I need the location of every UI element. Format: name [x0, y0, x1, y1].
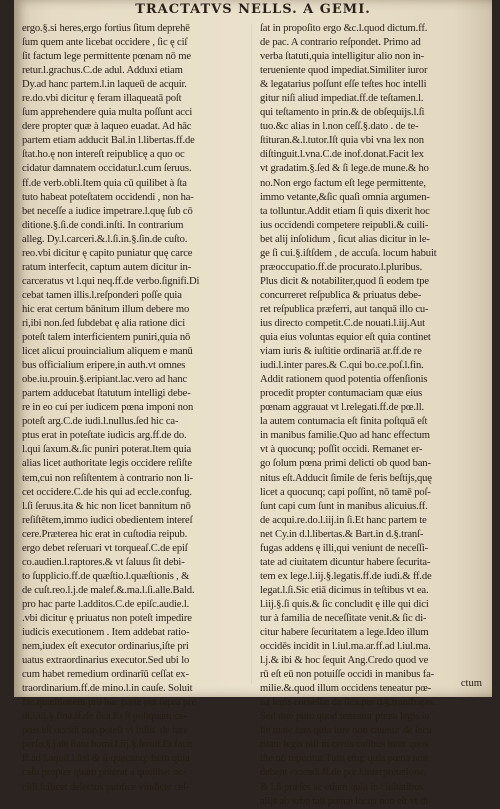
text-line: ergo.§.si heres,ergo fortius ſitum deprehē — [22, 23, 190, 34]
text-line: bus officialium eripere,in auth.vt omnes — [22, 360, 186, 372]
text-line: viam iuris & iuſtitie ordinariā ar.ff.de re — [260, 346, 422, 358]
text-line: ge ſi cui.§.iſtſdem , de accuſa. locum habuit — [260, 247, 437, 259]
text-line: verba ſtatuti,quia intelligitur alio non in- — [260, 51, 425, 63]
text-line: immo vetante,&ſic quaſi omnia argumen- — [260, 191, 430, 203]
text-line: l.iij.§.ſi quis.& ſic concludit ę ille qui dici — [260, 598, 429, 610]
text-line: ptus eſt occidi non poteſt vt inſtit. de iure — [22, 725, 188, 737]
text-line: iſte nō reperitur.Tum eſtq; quia pœna non — [260, 753, 428, 765]
text-line: occidēs incidit in l.iul.ma.ar.ff.ad l.iul.ma. — [260, 641, 431, 653]
text-line: obe.iu.prouin.§.eripiant.lac.vero ad hanc — [22, 374, 188, 386]
text-line: Dy.ad hanc partem.l.in laqueū de acquir. — [22, 79, 187, 91]
text-line: tem,cui non reſiſtentem à contrario non li- — [22, 472, 193, 484]
text-line: ſunt capi cum ſunt in manibus alicuius.ff. — [260, 500, 428, 512]
text-line: dere propter quæ à laqueo euadat. Ad hāc — [22, 121, 192, 133]
text-line: alijs ab vrbe tali pœnæ locus non eſt vt di- — [260, 795, 432, 807]
text-line: legat.l.ſi.Sic etiā dicimus in teſtibus vt ea. — [260, 584, 429, 596]
text-line: re in eo cui per iudicem pœna imponi non — [22, 402, 194, 414]
text-line: cum habet remedium ordinarīū ceſſat ex- — [22, 669, 189, 681]
text-line: ius occidendi competere reipubli.& cuili- — [260, 219, 429, 231]
text-line: debent extendi.ff.de pœ.l.interpretatione. — [260, 767, 427, 779]
text-line: vt gradatim.§.ſed & ſi lege.de mune.& ho — [260, 163, 429, 175]
text-line: nem,iudex eſt executor ordinarius,iſte pri — [22, 641, 189, 653]
text-line: licet a quocunq; capi poſſint, nō tamē poſ- — [260, 486, 431, 498]
text-line: perſo.§.j.de ſtatu homi.l.iij.§.ſeruiſ.Et facit — [22, 739, 193, 751]
text-line: ri,ibi non.ſed ſubdebat ę alia ratione dici — [22, 317, 185, 329]
text-line: Iac.quæſtionem pro hac parte per ſupra pre — [22, 697, 197, 709]
text-line: no.Non ergo factum eſt lege permittente, — [260, 177, 426, 189]
text-line: ſtat.ho.ę non intereſt reipublicę a quo oc — [22, 149, 185, 161]
text-line: traordinarium.ff.de mino.l.in cauſe. Soluit — [22, 683, 193, 695]
text-line: terueniente quod impediat.Similiter iuror — [260, 65, 428, 77]
text-line: net Cy.in d.l.libertas.& Bart.in d.§.tranſ- — [260, 528, 424, 540]
text-line: de acqui.re.do.l.iij.in ſi.Et hanc partem te — [260, 514, 427, 526]
text-line: gitur niſi aliud impediat.ff.de teſtamen.l. — [260, 93, 424, 105]
column-gutter — [251, 24, 252, 684]
text-line: ret reſpublica præferri, aut tanquā illo cu- — [260, 303, 429, 315]
running-title: TRACTATVS NELLS. A GEMI. — [135, 2, 371, 17]
text-line: caſu propter quam poterat a quolibet oc- — [22, 767, 187, 779]
text-line: ſit factum lege permittente pœnam nō me — [22, 51, 191, 63]
text-line: citur habere ſecuritatem a lege.Ideo illum — [260, 627, 429, 639]
text-line: tem ex lege.l.iij.§.legatis.ff.de iudi.& ff.de — [260, 570, 432, 582]
text-line: di.l.iij.§.fina.ff.de ſica.Et ſi poſtquam ca- — [22, 711, 187, 723]
text-line: tur à familia de neceſſitate venit.& ſic di- — [260, 612, 427, 624]
text-line: in manibus familie.Quo ad hanc effectum — [260, 430, 430, 442]
text-line: carceratus vt l.qui neq.ff.de verbo.ſignifi.Di — [22, 275, 200, 287]
text-line: na legis corneliæ de ſica.per d.§.tranſfugas. — [260, 697, 436, 709]
text-line: ſum apprehendere quia multa poſſunt acci — [22, 107, 193, 119]
text-line: ſtituran.&.l.tutor.Iſt quia vbi vna lex non — [260, 135, 424, 147]
text-line: ditione.§.ſi.de condi.inſti. In contrarium — [22, 219, 184, 231]
text-line: reo.vbi dicitur ę capito puniatur quę carce — [22, 247, 193, 259]
text-line: tate ad ciuitatem dicuntur habere ſecurita- — [260, 556, 431, 568]
text-line: pœnam aggrauat vt l.relegati.ff.de pœ.ll. — [260, 402, 424, 414]
text-line: go ſolum pœna primi delicti ob quod ban- — [260, 458, 431, 470]
text-line: fugas addens ę illi,qui veniunt de neceſſi- — [260, 542, 429, 554]
text-line: ergo debet reſeruari vt torqueaſ.C.de epiſ — [22, 542, 188, 554]
text-line: ius directo competit.C.de nouati.l.iij.Aut — [260, 317, 425, 329]
text-line: .vbi dicitur ę priuatus non poteſt impedire — [22, 612, 192, 624]
text-line: concurreret reſpublica & priuatus debe- — [260, 289, 422, 301]
text-line: iudi.l.inter pares.& C.qui bo.ce.poſ.l.fin. — [260, 360, 424, 372]
text-line: ritate legis niſi in certis caſibus inter quos — [260, 739, 429, 751]
text-line: to ſupplicio.ff.de quæſtio.l.quæſtionis , & — [22, 570, 190, 582]
text-line: Addit rationem quod potentia offenſionis — [260, 374, 428, 386]
text-line: vt à quocunq; poſſit occidi. Remanet er- — [260, 444, 423, 456]
left-text-column — [22, 22, 246, 795]
text-line: cet occidere.C.de his qui ad eccle.confug. — [22, 486, 192, 498]
text-line: lie maie,tum quia iure non cauetur de ſecu — [260, 725, 432, 737]
text-line: ſat in propoſito ergo &c.l.quod dictum.ff. — [260, 23, 428, 34]
text-line: rū eſt eū non potuiſſe occidi in manibus fa- — [260, 669, 435, 681]
text-line: poteſt arg.C.de iudi.l.nullus.ſed hic ca- — [22, 416, 179, 428]
text-line: qui teſtamento in prin.& de obſequijs.l.ſi — [260, 107, 425, 119]
text-line: hic erat certum bānitum illum debere mo — [22, 303, 190, 315]
text-line: re.do.vbi dicitur ę feram illaqueatā poſt — [22, 93, 182, 105]
text-line: ta tolluntur.Addit etiam ſi quis dixerit hoc — [260, 205, 430, 217]
text-line: partem etiam adducit Bal.in l.libertas.ff.de — [22, 135, 195, 147]
text-line: cidatur damnatem occidatur.l.cum ſeruus. — [22, 163, 192, 175]
text-line: partem adducebat ſtatutum intelligi debe- — [22, 388, 191, 400]
text-line: bet alij inſolidum , ſicut alias dicitur in le- — [260, 233, 430, 245]
text-line: pro hac parte l.additos.C.de epiſc.audie.l. — [22, 598, 190, 610]
text-line: ff.de verb.obli.Item quia cū quilibet à ſta — [22, 177, 187, 189]
text-line: bet neceſſe a iudice impetrare.l.quę ſub cō — [22, 205, 193, 217]
text-line: præoccupatio.ff.de procurato.l.pluribus. — [260, 261, 423, 273]
text-line: tuo.&c alias in l.non ceſſ.§.dato . de te- — [260, 121, 419, 133]
catchword: ctum — [460, 678, 482, 689]
text-line: Plus dicit & notabiliter,quod ſi eodem tpe — [260, 275, 429, 287]
text-line: reſiſtētem,immo iudici obedientem intereſ — [22, 514, 193, 526]
text-line: cidi,ſcilicet delectus publice vindicte ceſ- — [22, 781, 190, 793]
text-line: poteſt talem interficientem puniri,quia nō — [22, 332, 191, 344]
text-line: retur.l.grachus.C.de adul. Adduxi etiam — [22, 65, 183, 77]
text-line: quia eius voluntas equior eſt quia continet — [260, 332, 431, 344]
text-line: ptus erat in poteſtate iudicis arg.ff.de do. — [22, 430, 187, 442]
text-line: procedit propter contumaciam quæ eius — [260, 388, 423, 400]
text-line: alleg. Dy.l.carceri.&.l.ſi.in.§.ſin.de cuſto. — [22, 233, 188, 245]
text-line: tuto habeat poteſtatem occidendi , non ha- — [22, 191, 194, 203]
text-line: de cuſt.reo.l.j.de malef.&.ma.l.ſi.alle.Bald. — [22, 584, 195, 596]
text-line: Sed non puto quod teneatur pœna legis iu — [260, 711, 430, 723]
book-page — [14, 0, 492, 807]
text-line: la autem contumacia eſt finita poſtquā eſt — [260, 416, 428, 428]
text-line: iudicis executionem . Item addebat ratio- — [22, 627, 190, 639]
text-line: nitus eſt.Adducit ſimile de feris beſtijs,quę — [260, 472, 432, 484]
text-line: cere.Præterea hic erat in cuſtodia reipub. — [22, 528, 188, 540]
text-line: ff.ad l.aquil.l.ſed & ſi quecunq; Item quia — [22, 753, 190, 765]
text-line: ſum quem ante licebat occidere , ſic ę ciſ — [22, 37, 188, 49]
text-line: & l.ſi præſes ac etiam quia in ciuitatibus — [260, 781, 424, 793]
text-line: l.j.& ibi & hoc ſequit Ang.Credo quod ve — [260, 655, 429, 667]
text-line: l.ſi ſeruus.ita & hic non licet bannitum nō — [22, 500, 191, 512]
text-line: ratum interfecit, captum autem dicitur in- — [22, 261, 192, 273]
right-text-column — [260, 22, 484, 809]
text-line: diſtinguit.l.vna.C.de inof.donat.Facit lex — [260, 149, 424, 161]
text-line: milie.&.quod illum occidens teneatur pœ- — [260, 683, 432, 695]
text-line: de pac. A contrario reſpondet. Primo ad — [260, 37, 421, 49]
text-line: co.audien.l.raptores.& vt ſaluus ſit debi- — [22, 556, 185, 568]
text-line: alias licet authoritate legis occidere reſiſte — [22, 458, 192, 470]
text-line: & legatarius poſſunt eſſe teſtes hoc intelli — [260, 79, 427, 91]
text-line: l.qui ſaxum.&.ſic puniri poterat.Item quia — [22, 444, 192, 456]
text-line: cebat tamen illis.l.reſponderi poſſe quia — [22, 289, 182, 301]
text-line: licet alicui prouincialium aliquem e manū — [22, 346, 193, 358]
text-line: uatus extraordinarius executor.Sed ubi lo — [22, 655, 190, 667]
